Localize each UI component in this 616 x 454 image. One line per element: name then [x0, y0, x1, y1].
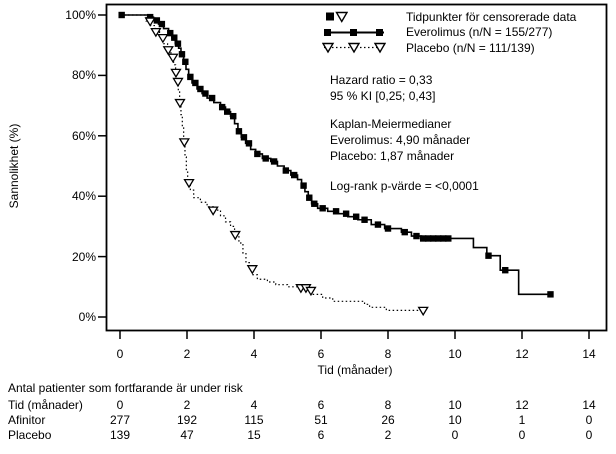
risk-value: 15: [247, 428, 261, 442]
everolimus-censor-mark: [413, 233, 419, 239]
x-axis-title: Tid (månader): [317, 363, 393, 377]
everolimus-censor-mark: [445, 235, 451, 241]
censored-markers-icon: [322, 10, 406, 23]
everolimus-censor-mark: [179, 51, 185, 57]
y-tick-label: 0%: [78, 310, 96, 324]
risk-value: 51: [314, 413, 328, 427]
placebo-censor-mark: [209, 207, 218, 215]
risk-value: 10: [448, 413, 462, 427]
risk-value: 6: [317, 398, 325, 412]
everolimus-censor-mark: [230, 113, 236, 119]
x-tick-label: 12: [515, 347, 529, 361]
legend-row-everolimus: [322, 25, 576, 41]
everolimus-censor-mark: [547, 291, 553, 297]
risk-value: 2: [183, 398, 191, 412]
placebo-censor-mark: [158, 35, 167, 43]
everolimus-censor-mark: [311, 201, 317, 207]
everolimus-censor-mark: [192, 80, 198, 86]
everolimus-censor-mark: [291, 172, 297, 178]
everolimus-censor-mark: [306, 195, 312, 201]
risk-value: 277: [109, 413, 131, 427]
everolimus-censor-mark: [118, 12, 124, 18]
placebo-censor-mark: [185, 180, 194, 188]
placebo-censor-mark: [419, 307, 428, 315]
plot-legend: [322, 9, 576, 56]
statistics-annotation: [330, 72, 479, 194]
x-tick-label: 6: [317, 347, 325, 361]
risk-row-label-time: Tid (månader): [8, 398, 83, 412]
risk-value: 12: [515, 398, 529, 412]
everolimus-censor-mark: [202, 90, 208, 96]
legend-row-placebo: [322, 40, 576, 56]
everolimus-censor-mark: [224, 108, 230, 114]
everolimus-censor-mark: [175, 40, 181, 46]
placebo-censor-mark: [168, 54, 177, 62]
everolimus-censor-mark: [485, 252, 491, 258]
everolimus-censor-mark: [187, 74, 193, 80]
risk-value: 115: [244, 413, 264, 427]
y-tick-label: 100%: [65, 8, 96, 22]
legend-placebo-label: Placebo (n/N = 111/139): [406, 40, 535, 55]
confidence-interval-text: 95 % KI [0,25; 0,43]: [330, 89, 436, 103]
everolimus-censor-mark: [402, 229, 408, 235]
placebo-censor-mark: [171, 69, 180, 77]
everolimus-censor-mark: [333, 208, 339, 214]
y-tick-label: 80%: [71, 68, 96, 82]
everolimus-censor-mark: [319, 205, 325, 211]
everolimus-censor-mark: [263, 155, 269, 161]
everolimus-censor-mark: [361, 217, 367, 223]
x-tick-label: 8: [384, 347, 392, 361]
x-tick-label: 4: [250, 347, 258, 361]
y-tick-label: 40%: [71, 189, 96, 203]
everolimus-censor-mark: [171, 34, 177, 40]
risk-value: 6: [317, 428, 325, 442]
everolimus-censor-mark: [283, 167, 289, 173]
risk-value: 0: [518, 428, 526, 442]
everolimus-censor-mark: [246, 140, 252, 146]
risk-value: 14: [582, 398, 596, 412]
everolimus-censor-mark: [300, 182, 306, 188]
x-tick-label: 0: [116, 347, 124, 361]
y-axis-title: Sannolikhet (%): [7, 123, 21, 209]
km-medians-header: Kaplan-Meiermedianer: [330, 117, 452, 131]
everolimus-censor-mark: [159, 21, 165, 27]
legend-censored-label: Tidpunkter för censorerade data: [406, 9, 577, 24]
logrank-pvalue-text: Log-rank p-värde = <0,0001: [330, 179, 479, 193]
risk-value: 8: [384, 398, 392, 412]
everolimus-censor-mark: [271, 158, 277, 164]
everolimus-censor-mark: [182, 59, 188, 65]
risk-value: 2: [384, 428, 392, 442]
everolimus-censor-mark: [353, 214, 359, 220]
placebo-censor-mark: [173, 78, 182, 86]
risk-table-title: Antal patienter som fortfarande är under risk: [8, 381, 243, 395]
everolimus-censor-mark: [209, 95, 215, 101]
x-tick-label: 14: [582, 347, 596, 361]
placebo-line-icon: [322, 41, 406, 54]
everolimus-censor-mark: [236, 128, 242, 134]
everolimus-censor-mark: [375, 221, 381, 227]
risk-value: 0: [451, 428, 459, 442]
risk-row-label-placebo: Placebo: [8, 428, 52, 442]
everolimus-line-icon: [322, 26, 406, 39]
km-median-everolimus: Everolimus: 4,90 månader: [330, 133, 471, 147]
x-tick-label: 2: [183, 347, 191, 361]
placebo-censor-mark: [146, 18, 155, 26]
risk-value: 26: [381, 413, 395, 427]
y-tick-label: 60%: [71, 129, 96, 143]
everolimus-censor-mark: [502, 267, 508, 273]
placebo-censor-mark: [248, 266, 257, 274]
risk-value: 192: [176, 413, 198, 427]
risk-value: 47: [180, 428, 194, 442]
placebo-censor-mark: [231, 232, 240, 240]
risk-value: 139: [109, 428, 131, 442]
risk-row-label-afinitor: Afinitor: [8, 413, 46, 427]
legend-everolimus-label: Everolimus (n/N = 155/277): [406, 25, 553, 40]
everolimus-censor-mark: [343, 211, 349, 217]
y-tick-label: 20%: [71, 250, 96, 264]
risk-value: 0: [116, 398, 124, 412]
risk-value: 4: [250, 398, 258, 412]
risk-value: 10: [448, 398, 462, 412]
hazard-ratio-text: Hazard ratio = 0,33: [330, 73, 433, 87]
everolimus-censor-mark: [241, 134, 247, 140]
risk-value: 0: [585, 428, 593, 442]
risk-value: 0: [585, 413, 593, 427]
placebo-censor-mark: [180, 139, 189, 147]
everolimus-censor-mark: [254, 151, 260, 157]
legend-row-censored: [322, 9, 576, 25]
everolimus-censor-mark: [385, 225, 391, 231]
km-median-placebo: Placebo: 1,87 månader: [330, 149, 455, 163]
placebo-censor-mark: [175, 100, 184, 108]
x-tick-label: 10: [448, 347, 462, 361]
risk-value: 1: [518, 413, 526, 427]
